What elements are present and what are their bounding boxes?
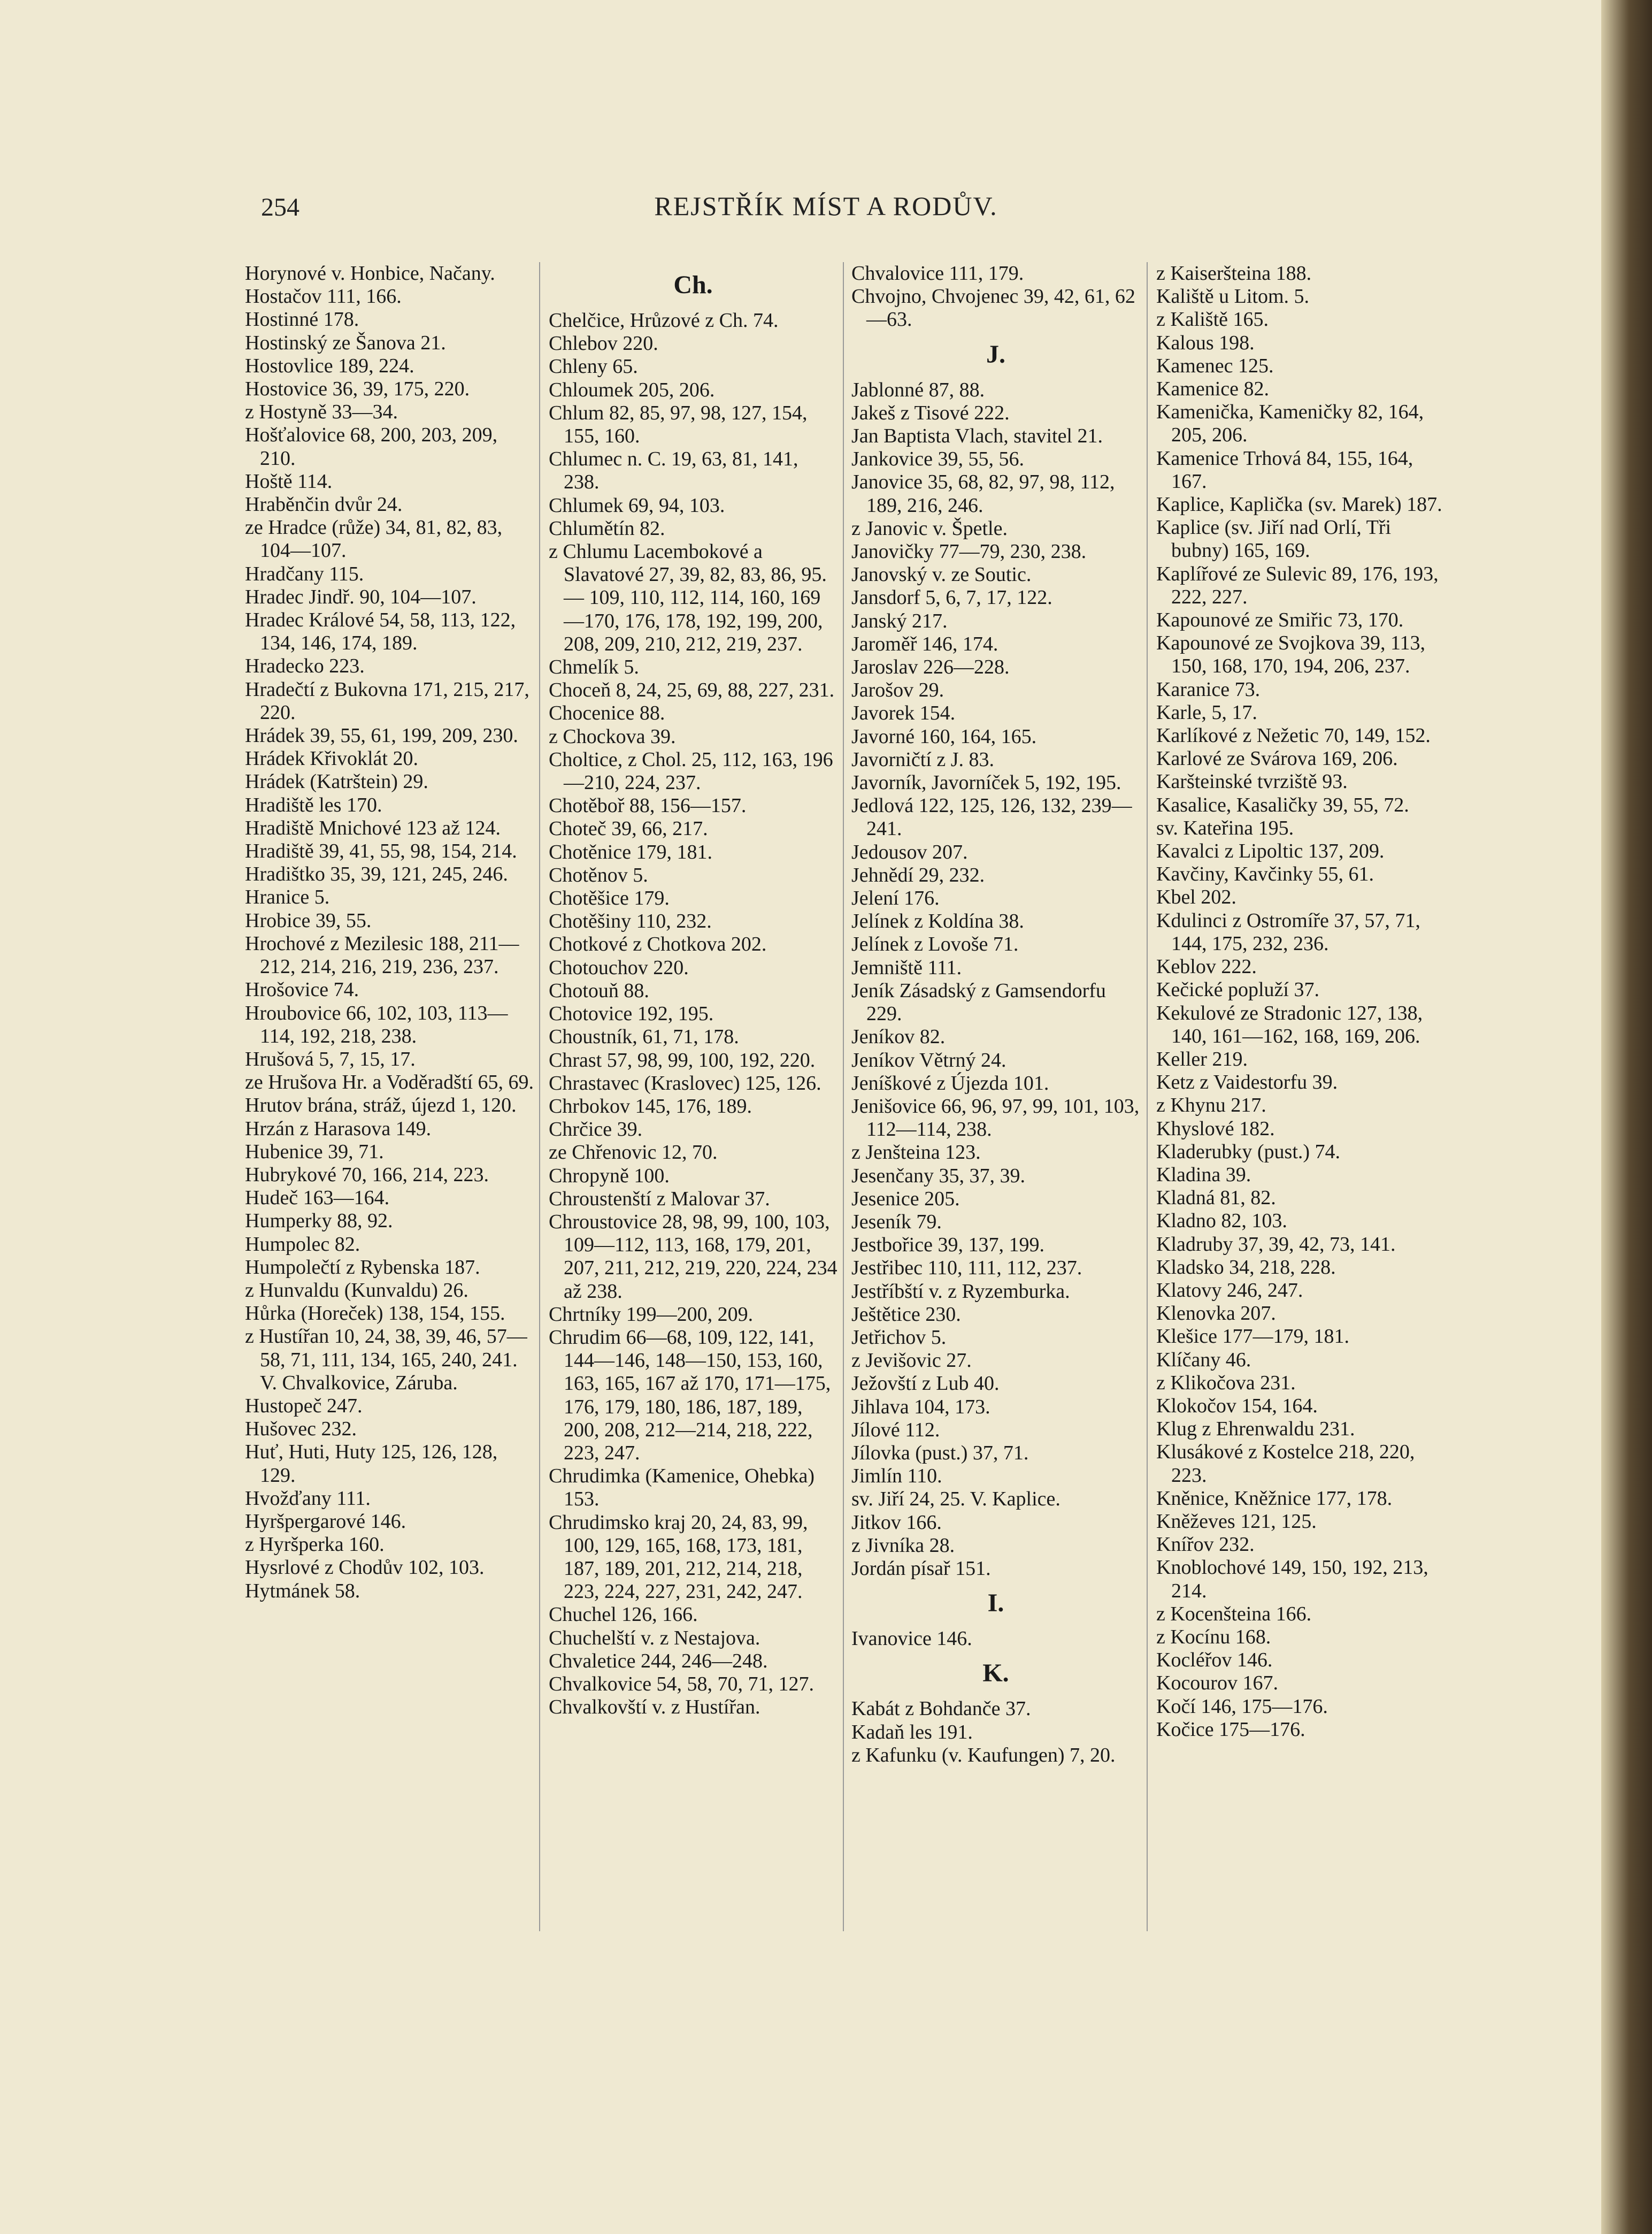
index-entry: Karanice 73. <box>1156 678 1261 701</box>
index-entry: Jarošov 29. <box>851 679 944 702</box>
index-entry: Chrčice 39. <box>549 1118 643 1141</box>
index-entry: Hradčany 115. <box>245 562 364 585</box>
index-entry: z Kaliště 165. <box>1156 308 1269 331</box>
index-entry: z Chlumu Lacembokové a Slavatové 27, 39, 82, 83, 86, 95. — 109, 110, 112, 114, 160, 169—170, 176, 178, 192, 199, 200, 208, 209, 210, 212, 219, 237. <box>549 540 827 655</box>
index-entry: Hoště 114. <box>245 470 333 493</box>
book-gutter <box>1601 0 1652 2234</box>
index-entry: Knířov 232. <box>1156 1533 1255 1556</box>
index-entry: Hušovec 232. <box>245 1418 357 1441</box>
index-entry: Jankovice 39, 55, 56. <box>851 448 1024 471</box>
index-entry: Chvalkovští v. z Hustířan. <box>549 1696 760 1719</box>
index-entry: Karle, 5, 17. <box>1156 701 1257 724</box>
index-entry: Klusákové z Kostelce 218, 220, 223. <box>1156 1441 1415 1487</box>
index-entry: Kalous 198. <box>1156 331 1255 354</box>
index-entry: Hrošovice 74. <box>245 978 359 1001</box>
index-entry: Chvaletice 244, 246—248. <box>549 1649 768 1672</box>
index-entry: Klokočov 154, 164. <box>1156 1394 1318 1417</box>
index-entry: Chotouň 88. <box>549 979 649 1002</box>
index-entry: Hradiště les 170. <box>245 793 382 816</box>
index-entry: Jeníškové z Újezda 101. <box>851 1072 1049 1095</box>
index-entry: Chuchel 126, 166. <box>549 1603 698 1626</box>
index-entry: Klug z Ehrenwaldu 231. <box>1156 1418 1355 1441</box>
index-entry: Kečické popluží 37. <box>1156 978 1319 1001</box>
index-entry: Chlum 82, 85, 97, 98, 127, 154, 155, 160. <box>549 401 808 448</box>
index-entry: Choceň 8, 24, 25, 69, 88, 227, 231. <box>549 679 835 702</box>
index-entry: Kaplice (sv. Jiří nad Orlí, Tři bubny) 165, 169. <box>1156 516 1392 562</box>
section-letter: I. <box>987 1589 1004 1618</box>
index-entry: z Janovic v. Špetle. <box>851 517 1008 540</box>
index-entry: Kladruby 37, 39, 42, 73, 141. <box>1156 1233 1396 1256</box>
index-entry: Kladná 81, 82. <box>1156 1187 1276 1210</box>
index-entry: sv. Jiří 24, 25. V. Kaplice. <box>851 1488 1061 1511</box>
index-entry: Jitkov 166. <box>851 1511 942 1534</box>
index-entry: Chmelík 5. <box>549 656 639 679</box>
index-entry: Kbel 202. <box>1156 886 1236 909</box>
column-rule <box>539 262 540 1931</box>
index-entry: Hubrykové 70, 166, 214, 223. <box>245 1163 489 1186</box>
index-entry: Jeník Zásadský z Gamsendorfu 229. <box>851 979 1106 1026</box>
index-entry: Kočice 175—176. <box>1156 1718 1305 1741</box>
index-entry: Chroustenští z Malovar 37. <box>549 1187 770 1210</box>
index-entry: Kladno 82, 103. <box>1156 1210 1287 1233</box>
index-entry: Huť, Huti, Huty 125, 126, 128, 129. <box>245 1441 498 1487</box>
index-entry: Klatovy 246, 247. <box>1156 1279 1303 1302</box>
index-entry: Javorné 160, 164, 165. <box>851 725 1037 748</box>
index-entry: Kaplířové ze Sulevic 89, 176, 193, 222, 227. <box>1156 562 1439 608</box>
index-entry: Chotkové z Chotkova 202. <box>549 933 767 956</box>
index-entry: Chotovice 192, 195. <box>549 1003 714 1026</box>
index-entry: Keblov 222. <box>1156 955 1257 978</box>
index-entry: Kocléřov 146. <box>1156 1649 1273 1672</box>
index-entry: Hudeč 163—164. <box>245 1187 390 1210</box>
index-entry: Janovice 35, 68, 82, 97, 98, 112, 189, 216, 246. <box>851 471 1115 517</box>
index-entry: Hysrlové z Chodův 102, 103. <box>245 1556 485 1579</box>
index-entry: Jansdorf 5, 6, 7, 17, 122. <box>851 586 1052 609</box>
index-entry: Kasalice, Kasaličky 39, 55, 72. <box>1156 793 1409 816</box>
index-entry: Humpolec 82. <box>245 1233 360 1256</box>
index-entry: Jaroslav 226—228. <box>851 656 1010 679</box>
index-entry: Chrudim 66—68, 109, 122, 141, 144—146, 148—150, 153, 160, 163, 165, 167 až 170, 171—175, 176, 179, 180, 186, 187, 189, 200, 208, 212—214, 218, 222, 223, 247. <box>549 1326 831 1464</box>
index-entry: Jenišovice 66, 96, 97, 99, 101, 103, 112—114, 238. <box>851 1095 1140 1141</box>
index-entry: Chotěnice 179, 181. <box>549 840 713 863</box>
index-entry: Kaplice, Kaplička (sv. Marek) 187. <box>1156 493 1442 516</box>
index-entry: z Hyršperka 160. <box>245 1533 385 1556</box>
index-entry: Chotěboř 88, 156—157. <box>549 794 747 817</box>
index-entry: z Klikočova 231. <box>1156 1371 1296 1394</box>
index-entry: ze Hradce (růže) 34, 81, 82, 83, 104—107. <box>245 516 503 562</box>
index-entry: Kněnice, Kněžnice 177, 178. <box>1156 1487 1393 1510</box>
index-entry: z Jevišovic 27. <box>851 1349 972 1372</box>
index-entry: Kdulinci z Ostromíře 37, 57, 71, 144, 175, 232, 236. <box>1156 909 1420 955</box>
index-entry: Chlumec n. C. 19, 63, 81, 141, 238. <box>549 448 798 494</box>
index-entry: Karlíkové z Nežetic 70, 149, 152. <box>1156 724 1431 747</box>
index-entry: ze Hrušova Hr. a Voděradští 65, 69. <box>245 1071 534 1094</box>
index-entry: Jelení 176. <box>851 887 940 910</box>
index-entry: Ivanovice 146. <box>851 1627 972 1650</box>
index-entry: Kladsko 34, 218, 228. <box>1156 1256 1336 1279</box>
index-entry: Chotěšiny 110, 232. <box>549 910 712 933</box>
index-entry: Kabát z Bohdanče 37. <box>851 1697 1031 1720</box>
index-entry: Jesenčany 35, 37, 39. <box>851 1164 1026 1187</box>
index-entry: Knoblochové 149, 150, 192, 213, 214. <box>1156 1556 1428 1602</box>
index-entry: Chuchelští v. z Nestajova. <box>549 1626 760 1649</box>
index-entry: Jablonné 87, 88. <box>851 378 985 401</box>
page-number: 254 <box>261 193 299 221</box>
index-entry: Jihlava 104, 173. <box>851 1395 990 1418</box>
index-entry: Jestbořice 39, 137, 199. <box>851 1234 1044 1257</box>
index-entry: Hyršpergarové 146. <box>245 1510 406 1533</box>
index-entry: Chrast 57, 98, 99, 100, 192, 220. <box>549 1049 816 1072</box>
section-letter: Ch. <box>673 271 713 299</box>
index-entry: Hrochové z Mezilesic 188, 211—212, 214, 216, 219, 236, 237. <box>245 932 519 978</box>
section-letter: K. <box>982 1659 1009 1688</box>
index-entry: Hradecko 223. <box>245 655 365 678</box>
index-entry: Klešice 177—179, 181. <box>1156 1325 1349 1348</box>
index-entry: Hytmánek 58. <box>245 1579 360 1602</box>
index-entry: Kamenice 82. <box>1156 378 1270 401</box>
index-entry: Jedousov 207. <box>851 840 968 863</box>
index-entry: Javorek 154. <box>851 702 956 725</box>
index-entry: Chrastavec (Kraslovec) 125, 126. <box>549 1072 821 1095</box>
index-entry: Chvojno, Chvojenec 39, 42, 61, 62—63. <box>851 285 1135 331</box>
index-entry: Jimlín 110. <box>851 1465 942 1488</box>
index-entry: Jeseník 79. <box>851 1210 942 1233</box>
index-entry: Kavalci z Lipoltic 137, 209. <box>1156 840 1385 863</box>
index-entry: Chelčice, Hrůzové z Ch. 74. <box>549 309 779 332</box>
index-entry: Chlebov 220. <box>549 332 658 355</box>
index-column-1 <box>245 262 534 1603</box>
index-entry: Hrádek Křivoklát 20. <box>245 747 418 770</box>
index-entry: Kocourov 167. <box>1156 1672 1278 1695</box>
column-rule <box>1147 262 1148 1931</box>
index-entry: Chotouchov 220. <box>549 956 689 979</box>
index-entry: Karšteinské tvrziště 93. <box>1156 770 1348 793</box>
index-entry: Chotěnov 5. <box>549 863 648 886</box>
index-entry: Jeníkov Větrný 24. <box>851 1049 1006 1072</box>
index-entry: Hustopeč 247. <box>245 1394 363 1417</box>
index-entry: Jelínek z Koldína 38. <box>851 910 1024 933</box>
column-rule <box>843 262 844 1931</box>
index-entry: Kamenička, Kameničky 82, 164, 205, 206. <box>1156 401 1424 447</box>
index-entry: Jakeš z Tisové 222. <box>851 401 1010 424</box>
index-entry: Chloumek 205, 206. <box>549 378 715 401</box>
index-entry: Kapounové ze Smiřic 73, 170. <box>1156 609 1404 632</box>
index-entry: Chocenice 88. <box>549 702 665 725</box>
index-entry: Kavčiny, Kavčinky 55, 61. <box>1156 863 1374 886</box>
index-entry: Kočí 146, 175—176. <box>1156 1695 1328 1718</box>
index-entry: Hubenice 39, 71. <box>245 1140 384 1163</box>
index-entry: Javorničtí z J. 83. <box>851 748 995 771</box>
index-entry: Hradiště Mnichové 123 až 124. <box>245 816 501 839</box>
index-entry: Jemniště 111. <box>851 956 962 979</box>
index-entry: Jehnědí 29, 232. <box>851 863 985 886</box>
index-entry: Chrudimsko kraj 20, 24, 83, 99, 100, 129, 165, 168, 173, 181, 187, 189, 201, 212, 214, 218, 223, 224, 227, 231, 242, 247. <box>549 1511 808 1603</box>
index-entry: Ještětice 230. <box>851 1303 961 1326</box>
index-entry: Kamenec 125. <box>1156 354 1274 377</box>
index-entry: Ježovští z Lub 40. <box>851 1372 1000 1395</box>
index-entry: z Jivníka 28. <box>851 1534 955 1557</box>
index-entry: Javorník, Javorníček 5, 192, 195. <box>851 771 1121 794</box>
index-entry: Jílovka (pust.) 37, 71. <box>851 1441 1029 1464</box>
index-entry: Hradiště 39, 41, 55, 98, 154, 214. <box>245 840 517 863</box>
index-entry: Chlumětín 82. <box>549 517 665 540</box>
index-entry: Chotěšice 179. <box>549 887 670 910</box>
index-entry: Chvalkovice 54, 58, 70, 71, 127. <box>549 1672 815 1695</box>
index-entry: z Hustířan 10, 24, 38, 39, 46, 57—58, 71, 111, 134, 165, 240, 241. V. Chvalkovice, Záruba. <box>245 1325 527 1394</box>
index-entry: z Kocínu 168. <box>1156 1625 1271 1648</box>
index-entry: Humperky 88, 92. <box>245 1210 393 1233</box>
index-entry: Jedlová 122, 125, 126, 132, 239—241. <box>851 794 1132 840</box>
index-entry: Hrádek 39, 55, 61, 199, 209, 230. <box>245 724 518 747</box>
index-entry: Horynové v. Honbice, Načany. <box>245 262 495 285</box>
index-entry: Hostovice 36, 39, 175, 220. <box>245 378 470 401</box>
index-entry: z Chockova 39. <box>549 725 676 748</box>
index-entry: Hraběnčin dvůr 24. <box>245 493 403 516</box>
index-entry: Hvožďany 111. <box>245 1487 371 1510</box>
index-column-4 <box>1156 262 1445 1741</box>
index-entry: Chroustovice 28, 98, 99, 100, 103, 109—112, 113, 168, 179, 201, 207, 211, 212, 219, 220, 224, 234 až 238. <box>549 1210 837 1303</box>
index-entry: Jílové 112. <box>851 1418 940 1441</box>
index-entry: z Khynu 217. <box>1156 1094 1266 1117</box>
index-entry: Jaroměř 146, 174. <box>851 632 998 655</box>
index-entry: Hůrka (Horeček) 138, 154, 155. <box>245 1302 505 1325</box>
index-entry: z Kafunku (v. Kaufungen) 7, 20. <box>851 1743 1116 1766</box>
index-entry: Chrbokov 145, 176, 189. <box>549 1095 752 1118</box>
index-entry: Kněževes 121, 125. <box>1156 1510 1317 1533</box>
index-entry: Kekulové ze Stradonic 127, 138, 140, 161—162, 168, 169, 206. <box>1156 1001 1423 1047</box>
index-entry: Kapounové ze Svojkova 39, 113, 150, 168, 170, 194, 206, 237. <box>1156 632 1426 678</box>
index-entry: Hostačov 111, 166. <box>245 285 402 308</box>
index-entry: Jesenice 205. <box>851 1187 960 1210</box>
index-entry: sv. Kateřina 195. <box>1156 816 1294 839</box>
index-entry: Karlové ze Svárova 169, 206. <box>1156 747 1398 770</box>
index-entry: Janovičky 77—79, 230, 238. <box>851 540 1087 563</box>
index-entry: Kladina 39. <box>1156 1163 1251 1186</box>
index-entry: Hrušová 5, 7, 15, 17. <box>245 1047 416 1070</box>
index-entry: Choltice, z Chol. 25, 112, 163, 196—210, 224, 237. <box>549 748 833 794</box>
index-entry: Khyslové 182. <box>1156 1117 1275 1140</box>
index-entry: z Kaiseršteina 188. <box>1156 262 1312 285</box>
index-entry: Jetřichov 5. <box>851 1326 947 1349</box>
index-entry: Hradečtí z Bukovna 171, 215, 217, 220. <box>245 678 529 724</box>
index-entry: Hostinné 178. <box>245 308 359 331</box>
index-entry: Hrádek (Katrštein) 29. <box>245 770 428 793</box>
index-entry: Hrzán z Harasova 149. <box>245 1117 432 1140</box>
index-entry: Hradec Králové 54, 58, 113, 122, 134, 146, 174, 189. <box>245 609 516 655</box>
index-entry: Jan Baptista Vlach, stavitel 21. <box>851 425 1103 448</box>
index-entry: z Kocenšteina 166. <box>1156 1602 1312 1625</box>
index-entry: Choustník, 61, 71, 178. <box>549 1026 739 1049</box>
section-letter: J. <box>986 340 1005 369</box>
index-entry: Hradec Jindř. 90, 104—107. <box>245 585 477 608</box>
index-entry: Jestřibec 110, 111, 112, 237. <box>851 1257 1082 1280</box>
index-entry: Jeníkov 82. <box>851 1026 946 1049</box>
index-column-3 <box>851 262 1140 1767</box>
index-entry: Kadaň les 191. <box>851 1720 973 1743</box>
index-entry: Hošťalovice 68, 200, 203, 209, 210. <box>245 424 498 470</box>
index-entry: Chvalovice 111, 179. <box>851 262 1024 285</box>
index-entry: Hostovlice 189, 224. <box>245 354 414 377</box>
index-entry: ze Chřenovic 12, 70. <box>549 1141 718 1164</box>
page-title: REJSTŘÍK MÍST A RODŮV. <box>654 191 998 221</box>
index-entry: Hroubovice 66, 102, 103, 113—114, 192, 218, 238. <box>245 1001 508 1047</box>
index-entry: Chrtníky 199—200, 209. <box>549 1303 754 1326</box>
index-entry: Chlumek 69, 94, 103. <box>549 494 725 517</box>
index-entry: Klíčany 46. <box>1156 1348 1251 1371</box>
index-entry: Ketz z Vaidestorfu 39. <box>1156 1071 1338 1094</box>
index-entry: Hradištko 35, 39, 121, 245, 246. <box>245 863 508 886</box>
index-entry: Chrudimka (Kamenice, Ohebka) 153. <box>549 1465 815 1511</box>
index-entry: Klenovka 207. <box>1156 1302 1276 1325</box>
index-entry: Kladerubky (pust.) 74. <box>1156 1140 1341 1163</box>
index-entry: Hranice 5. <box>245 886 330 909</box>
index-entry: z Hostyně 33—34. <box>245 401 398 424</box>
index-entry: z Hunvaldu (Kunvaldu) 26. <box>245 1279 468 1302</box>
index-entry: Hrutov brána, stráž, újezd 1, 120. <box>245 1094 517 1117</box>
index-entry: Jestříbští v. z Ryzemburka. <box>851 1280 1070 1303</box>
index-entry: Kaliště u Litom. 5. <box>1156 285 1310 308</box>
index-entry: z Jenšteina 123. <box>851 1141 981 1164</box>
index-entry: Jordán písař 151. <box>851 1557 991 1580</box>
index-entry: Chleny 65. <box>549 355 638 378</box>
index-entry: Hostinský ze Šanova 21. <box>245 331 446 354</box>
index-entry: Chropyně 100. <box>549 1164 670 1187</box>
index-entry: Kamenice Trhová 84, 155, 164, 167. <box>1156 447 1413 493</box>
index-entry: Keller 219. <box>1156 1047 1248 1070</box>
index-entry: Humpolečtí z Rybenska 187. <box>245 1256 480 1279</box>
index-entry: Janovský v. ze Soutic. <box>851 563 1032 586</box>
index-entry: Jelínek z Lovoše 71. <box>851 933 1019 956</box>
index-entry: Choteč 39, 66, 217. <box>549 817 708 840</box>
index-entry: Janský 217. <box>851 609 948 632</box>
index-column-2 <box>549 262 837 1719</box>
index-entry: Hrobice 39, 55. <box>245 909 372 932</box>
